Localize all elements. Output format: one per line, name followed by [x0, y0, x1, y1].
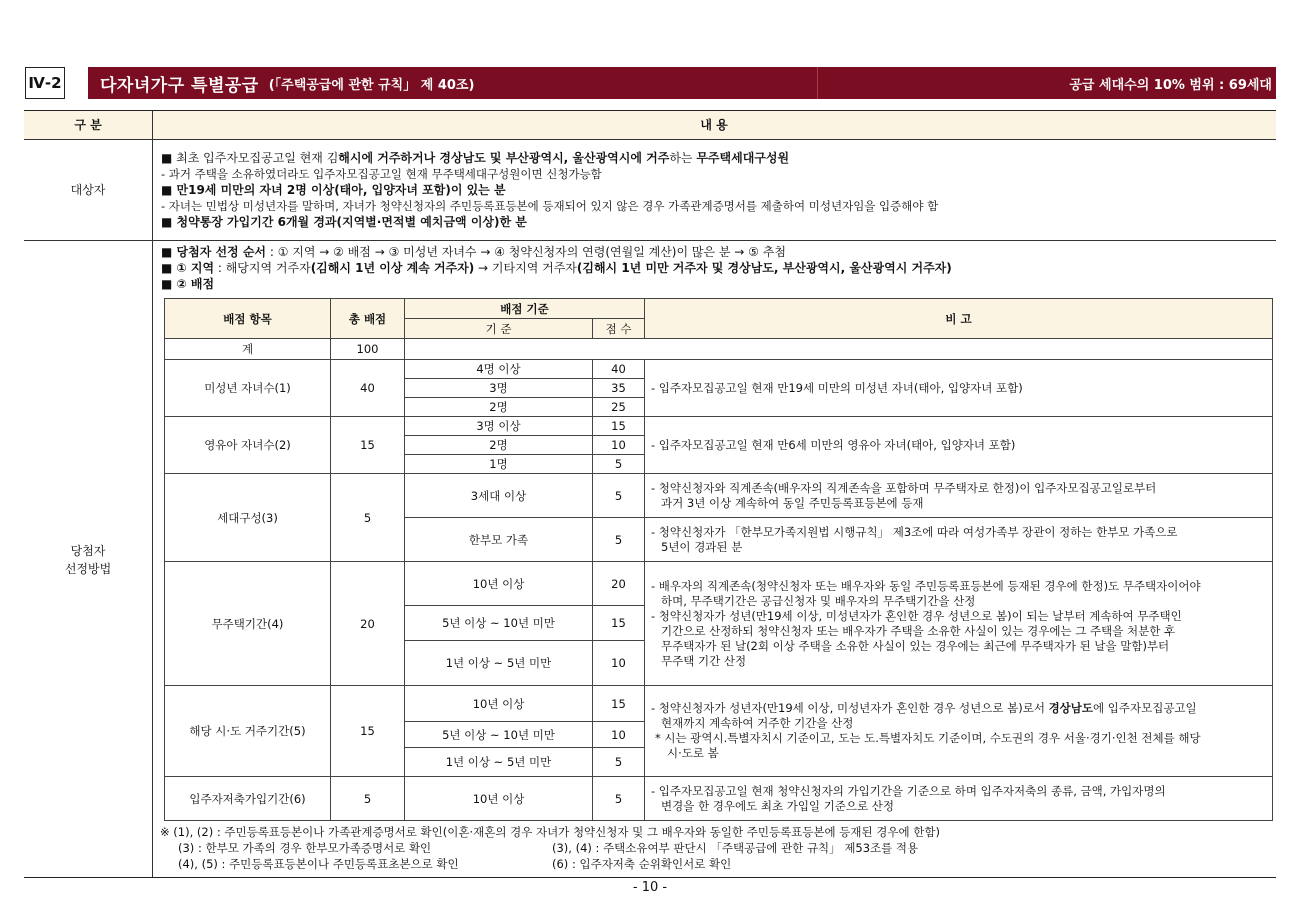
sum-empty	[405, 339, 1273, 360]
header-total: 총 배점	[331, 299, 405, 339]
method-line-3: ■ ② 배점	[161, 277, 215, 291]
header-remark: 비 고	[645, 299, 1273, 339]
infant-children-total: 15	[331, 417, 405, 474]
score-cell: 5	[593, 455, 645, 474]
score-cell: 5	[593, 474, 645, 518]
remark-line: - 청약신청자가 성년자(만19세 이상, 미성년자가 혼인한 경우 성년으로 봄)로서 경상남도에 입주자모집공고일	[651, 701, 1197, 715]
household-remark-1	[645, 474, 1273, 518]
criteria-cell: 10년 이상	[405, 562, 593, 606]
household-remark-2	[645, 518, 1273, 562]
score-cell: 15	[593, 417, 645, 436]
savings-item: 입주자저축가입기간(6)	[165, 777, 331, 821]
footnote-3: (3), (4) : 주택소유여부 판단시 「주택공급에 관한 규칙」 제53조를 적용	[552, 841, 919, 855]
table-row	[165, 562, 1273, 606]
row-divider	[24, 240, 1276, 241]
table-row	[165, 474, 1273, 518]
remark-line: 5년이 경과된 분	[661, 539, 743, 554]
homeless-total: 20	[331, 562, 405, 686]
target-line-3: ■ 만19세 미만의 자녀 2명 이상(태아, 입양자녀 포함)이 있는 분	[161, 183, 506, 197]
savings-remark	[645, 777, 1273, 821]
criteria-cell: 1명	[405, 455, 593, 474]
remark-line: 변경을 한 경우에도 최초 가입일 기준으로 산정	[661, 798, 895, 813]
criteria-cell: 3세대 이상	[405, 474, 593, 518]
header-score: 점 수	[593, 319, 645, 339]
remark-line: 현재까지 계속하여 거주한 기간을 산정	[661, 716, 854, 730]
remark-line: 기간으로 산정하되 청약신청자 또는 배우자가 주택을 소유한 사실이 있는 경우에는 그 주택을 처분한 후	[661, 623, 1176, 638]
infant-children-item: 영유아 자녀수(2)	[165, 417, 331, 474]
table-row	[165, 686, 1273, 722]
target-label: 대상자	[70, 183, 106, 197]
remark-line: 과거 3년 이상 계속하여 동일 주민등록표등본에 등재	[661, 495, 924, 510]
criteria-cell: 5년 이상 ~ 10년 미만	[405, 606, 593, 641]
target-line-1: ■ 최초 입주자모집공고일 현재 김해시에 거주하거나 경상남도 및 부산광역시, 울산광역시에 거주하는 무주택세대구성원	[161, 151, 790, 165]
criteria-cell: 10년 이상	[405, 777, 593, 821]
method-label-line2: 선정방법	[64, 562, 112, 576]
score-cell: 10	[593, 641, 645, 686]
score-cell: 15	[593, 606, 645, 641]
criteria-cell: 3명	[405, 379, 593, 398]
score-cell: 40	[593, 360, 645, 379]
header-basis: 배점 기준	[405, 299, 645, 319]
table-header-row-1	[165, 299, 1273, 319]
score-cell: 5	[593, 518, 645, 562]
table-row-sum	[165, 339, 1273, 360]
header-criteria: 기 준	[405, 319, 593, 339]
title-bar	[88, 67, 1276, 99]
remark-line: - 배우자의 직계존속(청약신청자 또는 배우자와 동일 주민등록표등본에 등재된 경우에 한정)도 무주택자이어야	[651, 578, 1201, 593]
residence-total: 15	[331, 686, 405, 777]
remark-line: - 청약신청자가 「한부모가족지원법 시행규칙」 제3조에 따라 여성가족부 장관이 정하는 한부모 가족으로	[651, 524, 1178, 539]
method-line-1: ■ 당첨자 선정 순서 : ① 지역 → ② 배점 → ③ 미성년 자녀수 → ④ 청약신청자의 연령(연월일 계산)이 많은 분 → ⑤ 추첨	[161, 245, 786, 259]
savings-total: 5	[331, 777, 405, 821]
table-row	[165, 417, 1273, 436]
page-title: 다자녀가구 특별공급	[100, 75, 259, 96]
header-bottom-border	[24, 139, 1276, 140]
remark-line: 하며, 무주택기간은 공급신청자 및 배우자의 무주택기간을 산정	[661, 593, 976, 608]
score-cell: 5	[593, 777, 645, 821]
method-label	[24, 542, 152, 578]
minor-children-total: 40	[331, 360, 405, 417]
sum-item: 계	[165, 339, 331, 360]
household-total: 5	[331, 474, 405, 562]
page-subtitle: (「주택공급에 관한 규칙」 제 40조)	[268, 77, 475, 93]
footnote-5: (6) : 입주자저축 순위확인서로 확인	[552, 857, 732, 871]
method-content	[161, 244, 1271, 292]
target-content	[161, 150, 1271, 230]
infant-children-remark: - 입주자모집공고일 현재 만6세 미만의 영유아 자녀(태아, 입양자녀 포함)	[645, 417, 1273, 474]
method-line-2: ■ ① 지역 : 해당지역 거주자(김해시 1년 이상 계속 거주자) → 기타지역 거주자(김해시 1년 미만 거주자 및 경상남도, 부산광역시, 울산광역시 거주자)	[161, 261, 952, 275]
score-cell: 20	[593, 562, 645, 606]
target-line-4: - 자녀는 민법상 미성년자를 말하며, 자녀가 청약신청자의 주민등록표등본에 등재되어 있지 않은 경우 가족관계증명서를 제출하여 미성년자임을 입증해야 함	[161, 199, 939, 213]
remark-line: - 청약신청자가 성년(만19세 이상, 미성년자가 혼인한 경우 성년으로 봄)이 되는 날부터 계속하여 무주택인	[651, 608, 1182, 623]
homeless-remark	[645, 562, 1273, 686]
method-label-line1: 당첨자	[70, 544, 106, 558]
footnote-4: (4), (5) : 주민등록표등본이나 주민등록표초본으로 확인	[178, 857, 459, 871]
remark-line: 시·도로 봄	[667, 746, 719, 760]
title-divider	[817, 67, 818, 99]
score-cell: 25	[593, 398, 645, 417]
category-header: 구 분	[74, 118, 102, 132]
footnote-2: (3) : 한부모 가족의 경우 한부모가족증명서로 확인	[178, 841, 432, 855]
criteria-cell: 1년 이상 ~ 5년 미만	[405, 748, 593, 777]
minor-children-item: 미성년 자녀수(1)	[165, 360, 331, 417]
criteria-cell: 4명 이상	[405, 360, 593, 379]
table-row	[165, 777, 1273, 821]
footnote-1: ※ (1), (2) : 주민등록표등본이나 가족관계증명서로 확인(이혼·재혼의 경우 자녀가 청약신청자 및 그 배우자와 동일한 주민등록표등본에 등재된 경우에 한함)	[160, 825, 940, 839]
remark-line: * 시는 광역시.특별자치시 기준이고, 도는 도.특별자치도 기준이며, 수도권의 경우 서울·경기·인천 전체를 해당	[655, 731, 1201, 745]
remark-line: 무주택자가 된 날(2회 이상 주택을 소유한 사실이 있는 경우에는 최근에 무주택자가 된 날을 말함)부터	[661, 638, 1170, 653]
section-number: Ⅳ-2	[25, 67, 65, 99]
table-row	[165, 360, 1273, 379]
criteria-cell: 2명	[405, 436, 593, 455]
header-item: 배점 항목	[165, 299, 331, 339]
remark-line: - 입주자모집공고일 현재 청약신청자의 가입기간을 기준으로 하며 입주자저축의 종류, 금액, 가입자명의	[651, 783, 1166, 798]
score-cell: 15	[593, 686, 645, 722]
residence-remark	[645, 686, 1273, 777]
column-divider	[152, 111, 153, 877]
page-number: - 10 -	[632, 880, 668, 895]
remark-line: - 청약신청자와 직계존속(배우자의 직계존속을 포함하며 무주택자로 한정)이 입주자모집공고일로부터	[651, 480, 1157, 495]
criteria-cell: 3명 이상	[405, 417, 593, 436]
supply-count: 공급 세대수의 10% 범위 : 69세대	[1069, 77, 1272, 93]
homeless-item: 무주택기간(4)	[165, 562, 331, 686]
score-cell: 10	[593, 722, 645, 748]
remark-line: 무주택 기간 산정	[661, 653, 747, 668]
score-cell: 35	[593, 379, 645, 398]
sum-total: 100	[331, 339, 405, 360]
criteria-cell: 한부모 가족	[405, 518, 593, 562]
criteria-cell: 1년 이상 ~ 5년 미만	[405, 641, 593, 686]
score-cell: 10	[593, 436, 645, 455]
content-header: 내 용	[700, 118, 728, 132]
score-cell: 5	[593, 748, 645, 777]
minor-children-remark: - 입주자모집공고일 현재 만19세 미만의 미성년 자녀(태아, 입양자녀 포함)	[645, 360, 1273, 417]
criteria-cell: 2명	[405, 398, 593, 417]
criteria-cell: 5년 이상 ~ 10년 미만	[405, 722, 593, 748]
target-line-2: - 과거 주택을 소유하였더라도 입주자모집공고일 현재 무주택세대구성원이면 신청가능함	[161, 167, 602, 181]
table-bottom-border	[24, 877, 1276, 878]
household-item: 세대구성(3)	[165, 474, 331, 562]
target-line-5: ■ 청약통장 가입기간 6개월 경과(지역별·면적별 예치금액 이상)한 분	[161, 215, 527, 229]
score-table	[164, 298, 1273, 821]
criteria-cell: 10년 이상	[405, 686, 593, 722]
residence-item: 해당 시·도 거주기간(5)	[165, 686, 331, 777]
